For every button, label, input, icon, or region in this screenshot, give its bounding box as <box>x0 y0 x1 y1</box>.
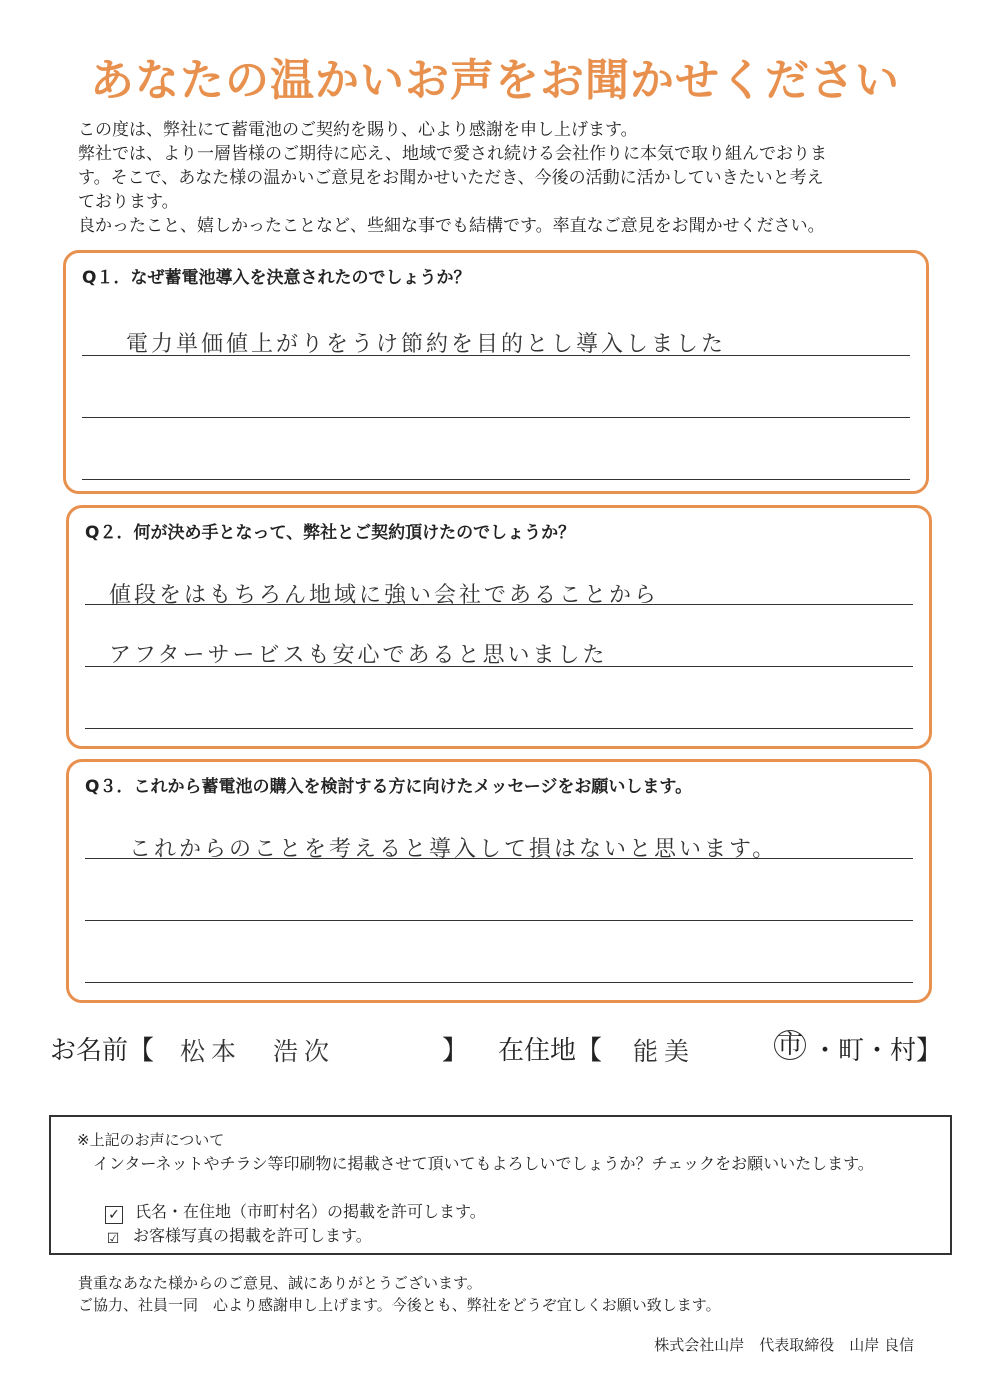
question-box-1 <box>63 250 929 494</box>
checkbox-checked-icon[interactable]: ☑ <box>106 1231 120 1247</box>
question-box-2 <box>66 505 932 749</box>
address-label: 在住地【 <box>498 1036 603 1066</box>
company-signature: 株式会社山岸 代表取締役 山岸 良信 <box>654 1336 914 1354</box>
intro-line: この度は、弊社にて蓄電池のご契約を賜り、心より感謝を申し上げます。 <box>78 120 638 140</box>
closing-text <box>78 1272 721 1316</box>
permission-question: インターネットやチラシ等印刷物に掲載させて頂いてもよろしいでしょうか？チェックをお願いいたします。 <box>93 1154 874 1173</box>
permission-label: お客様写真の掲載を許可します。 <box>133 1226 372 1245</box>
name-label: お名前【 <box>50 1036 155 1066</box>
permission-item-name-address <box>105 1199 486 1224</box>
question-box-3 <box>66 759 932 1003</box>
intro-line: す。そこで、あなた様の温かいご意見をお聞かせいただき、今後の活動に活かしていきたいと考え <box>78 168 824 188</box>
answer-line <box>85 920 913 921</box>
answer-handwriting: これからのことを考えると導入して損はないと思います。 <box>129 837 778 862</box>
answer-handwriting: 電力単価値上がりをうけ節約を目的とし導入しました <box>126 332 727 357</box>
city-circle: 市 <box>774 1030 806 1060</box>
answer-line <box>85 728 913 729</box>
closing-line: 貴重なあなた様からのご意見、誠にありがとうございます。 <box>78 1274 482 1292</box>
answer-line <box>85 858 913 859</box>
answer-line <box>85 604 913 605</box>
question-label: Q３．これから蓄電池の購入を検討する方に向けたメッセージをお願いします。 <box>85 777 693 797</box>
permission-label: 氏名・在住地（市町村名）の掲載を許可します。 <box>135 1202 486 1221</box>
permission-box <box>49 1115 952 1255</box>
intro-line: 弊社では、より一層皆様のご期待に応え、地域で愛され続ける会社作りに本気で取り組んでおりま <box>78 144 828 164</box>
town-village-options: ・町・村】 <box>812 1036 943 1066</box>
page-title: あなたの温かいお声をお聞かせください <box>90 55 900 106</box>
intro-line: ております。 <box>78 192 179 212</box>
name-address-row <box>50 1030 950 1070</box>
permission-note: ※上記のお声について <box>77 1131 225 1149</box>
answer-line <box>82 479 910 480</box>
intro-line: 良かったこと、嬉しかったことなど、些細な事でも結構です。率直なご意見をお聞かせください。 <box>78 216 825 236</box>
name-handwriting: 松本 浩次 <box>180 1037 336 1066</box>
question-label: Q１．なぜ蓄電池導入を決意されたのでしょうか？ <box>82 268 471 288</box>
closing-line: ご協力、社員一同 心より感謝申し上げます。今後とも、弊社をどうぞ宜しくお願い致します。 <box>78 1296 721 1314</box>
intro-text <box>78 118 928 238</box>
answer-line <box>85 982 913 983</box>
question-label: Q２．何が決め手となって、弊社とご契約頂けたのでしょうか？ <box>85 523 576 543</box>
answer-line <box>85 666 913 667</box>
answer-handwriting: アフターサービスも安心であると思いました <box>109 643 608 668</box>
answer-line <box>82 355 910 356</box>
answer-line <box>82 417 910 418</box>
name-close-bracket: 】 <box>442 1036 469 1066</box>
answer-handwriting: 値段をはもちろん地域に強い会社であることから <box>109 583 660 608</box>
check-icon[interactable]: ✓ <box>105 1206 123 1224</box>
address-handwriting: 能美 <box>633 1037 696 1066</box>
permission-item-photo <box>105 1223 372 1247</box>
